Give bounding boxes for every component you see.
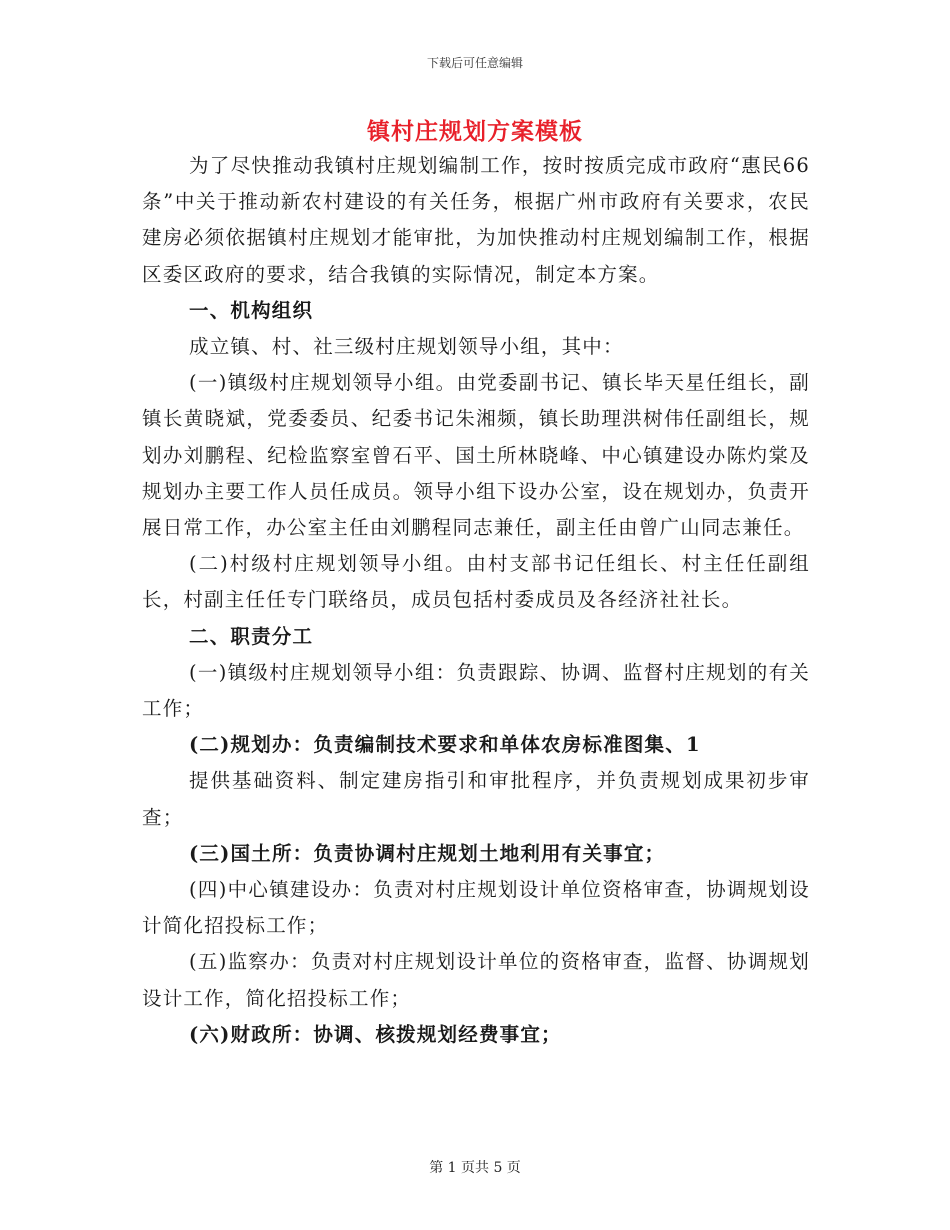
paragraph-duty-town-group: (一)镇级村庄规划领导小组：负责跟踪、协调、监督村庄规划的有关工作； — [142, 660, 810, 721]
paragraph-duty-finance-office: (六)财政所：协调、核拨规划经费事宜； — [189, 1022, 562, 1046]
paragraph-town-group: (一)镇级村庄规划领导小组。由党委副书记、镇长毕天星任组长，副镇长黄晓斌，党委委员、纪委书记朱湘频，镇长助理洪树伟任副组长，规划办刘鹏程、纪检监察室曾石平、国土所林晓峰、中心镇建设办陈灼棠及规划办主要工作人员任成员。领导小组下设办公室，设在规划办，负责开展日常工作，办公室主任由刘鹏程同志兼任，副主任由曾广山同志兼任。 — [142, 371, 810, 540]
document-title: 镇村庄规划方案模板 — [367, 118, 583, 145]
document-body — [142, 148, 810, 1053]
paragraph-intro: 为了尽快推动我镇村庄规划编制工作，按时按质完成市政府“惠民66条”中关于推动新农村建设的有关任务，根据广州市政府有关要求，农民建房必须依据镇村庄规划才能审批，为加快推动村庄规划编制工作，根据区委区政府的要求，结合我镇的实际情况，制定本方案。 — [142, 154, 810, 286]
section-heading-duties: 二、职责分工 — [189, 624, 314, 648]
page-number-footer: 第 1 页共 5 页 — [429, 1160, 521, 1176]
paragraph-duty-supervision-office: (五)监察办：负责对村庄规划设计单位的资格审查，监督、协调规划设计工作，简化招投标工作； — [142, 950, 810, 1010]
paragraph-duty-construction-office: (四)中心镇建设办：负责对村庄规划设计单位资格审查，协调规划设计简化招投标工作； — [142, 878, 810, 938]
header-note: 下载后可任意编辑 — [426, 56, 523, 70]
paragraph-duty-planning-office: (二)规划办：负责编制技术要求和单体农房标准图集、1 — [189, 733, 701, 757]
paragraph-duty-planning-office-cont: 提供基础资料、制定建房指引和审批程序，并负责规划成果初步审查； — [142, 769, 810, 829]
section-heading-organization: 一、机构组织 — [189, 298, 314, 322]
paragraph-establish: 成立镇、村、社三级村庄规划领导小组，其中： — [189, 335, 624, 359]
paragraph-village-group: (二)村级村庄规划领导小组。由村支部书记任组长、村主任任副组长，村副主任任专门联络员，成员包括村委成员及各经济社社长。 — [142, 552, 810, 612]
paragraph-duty-land-bureau: (三)国土所：负责协调村庄规划土地利用有关事宜； — [189, 841, 666, 865]
